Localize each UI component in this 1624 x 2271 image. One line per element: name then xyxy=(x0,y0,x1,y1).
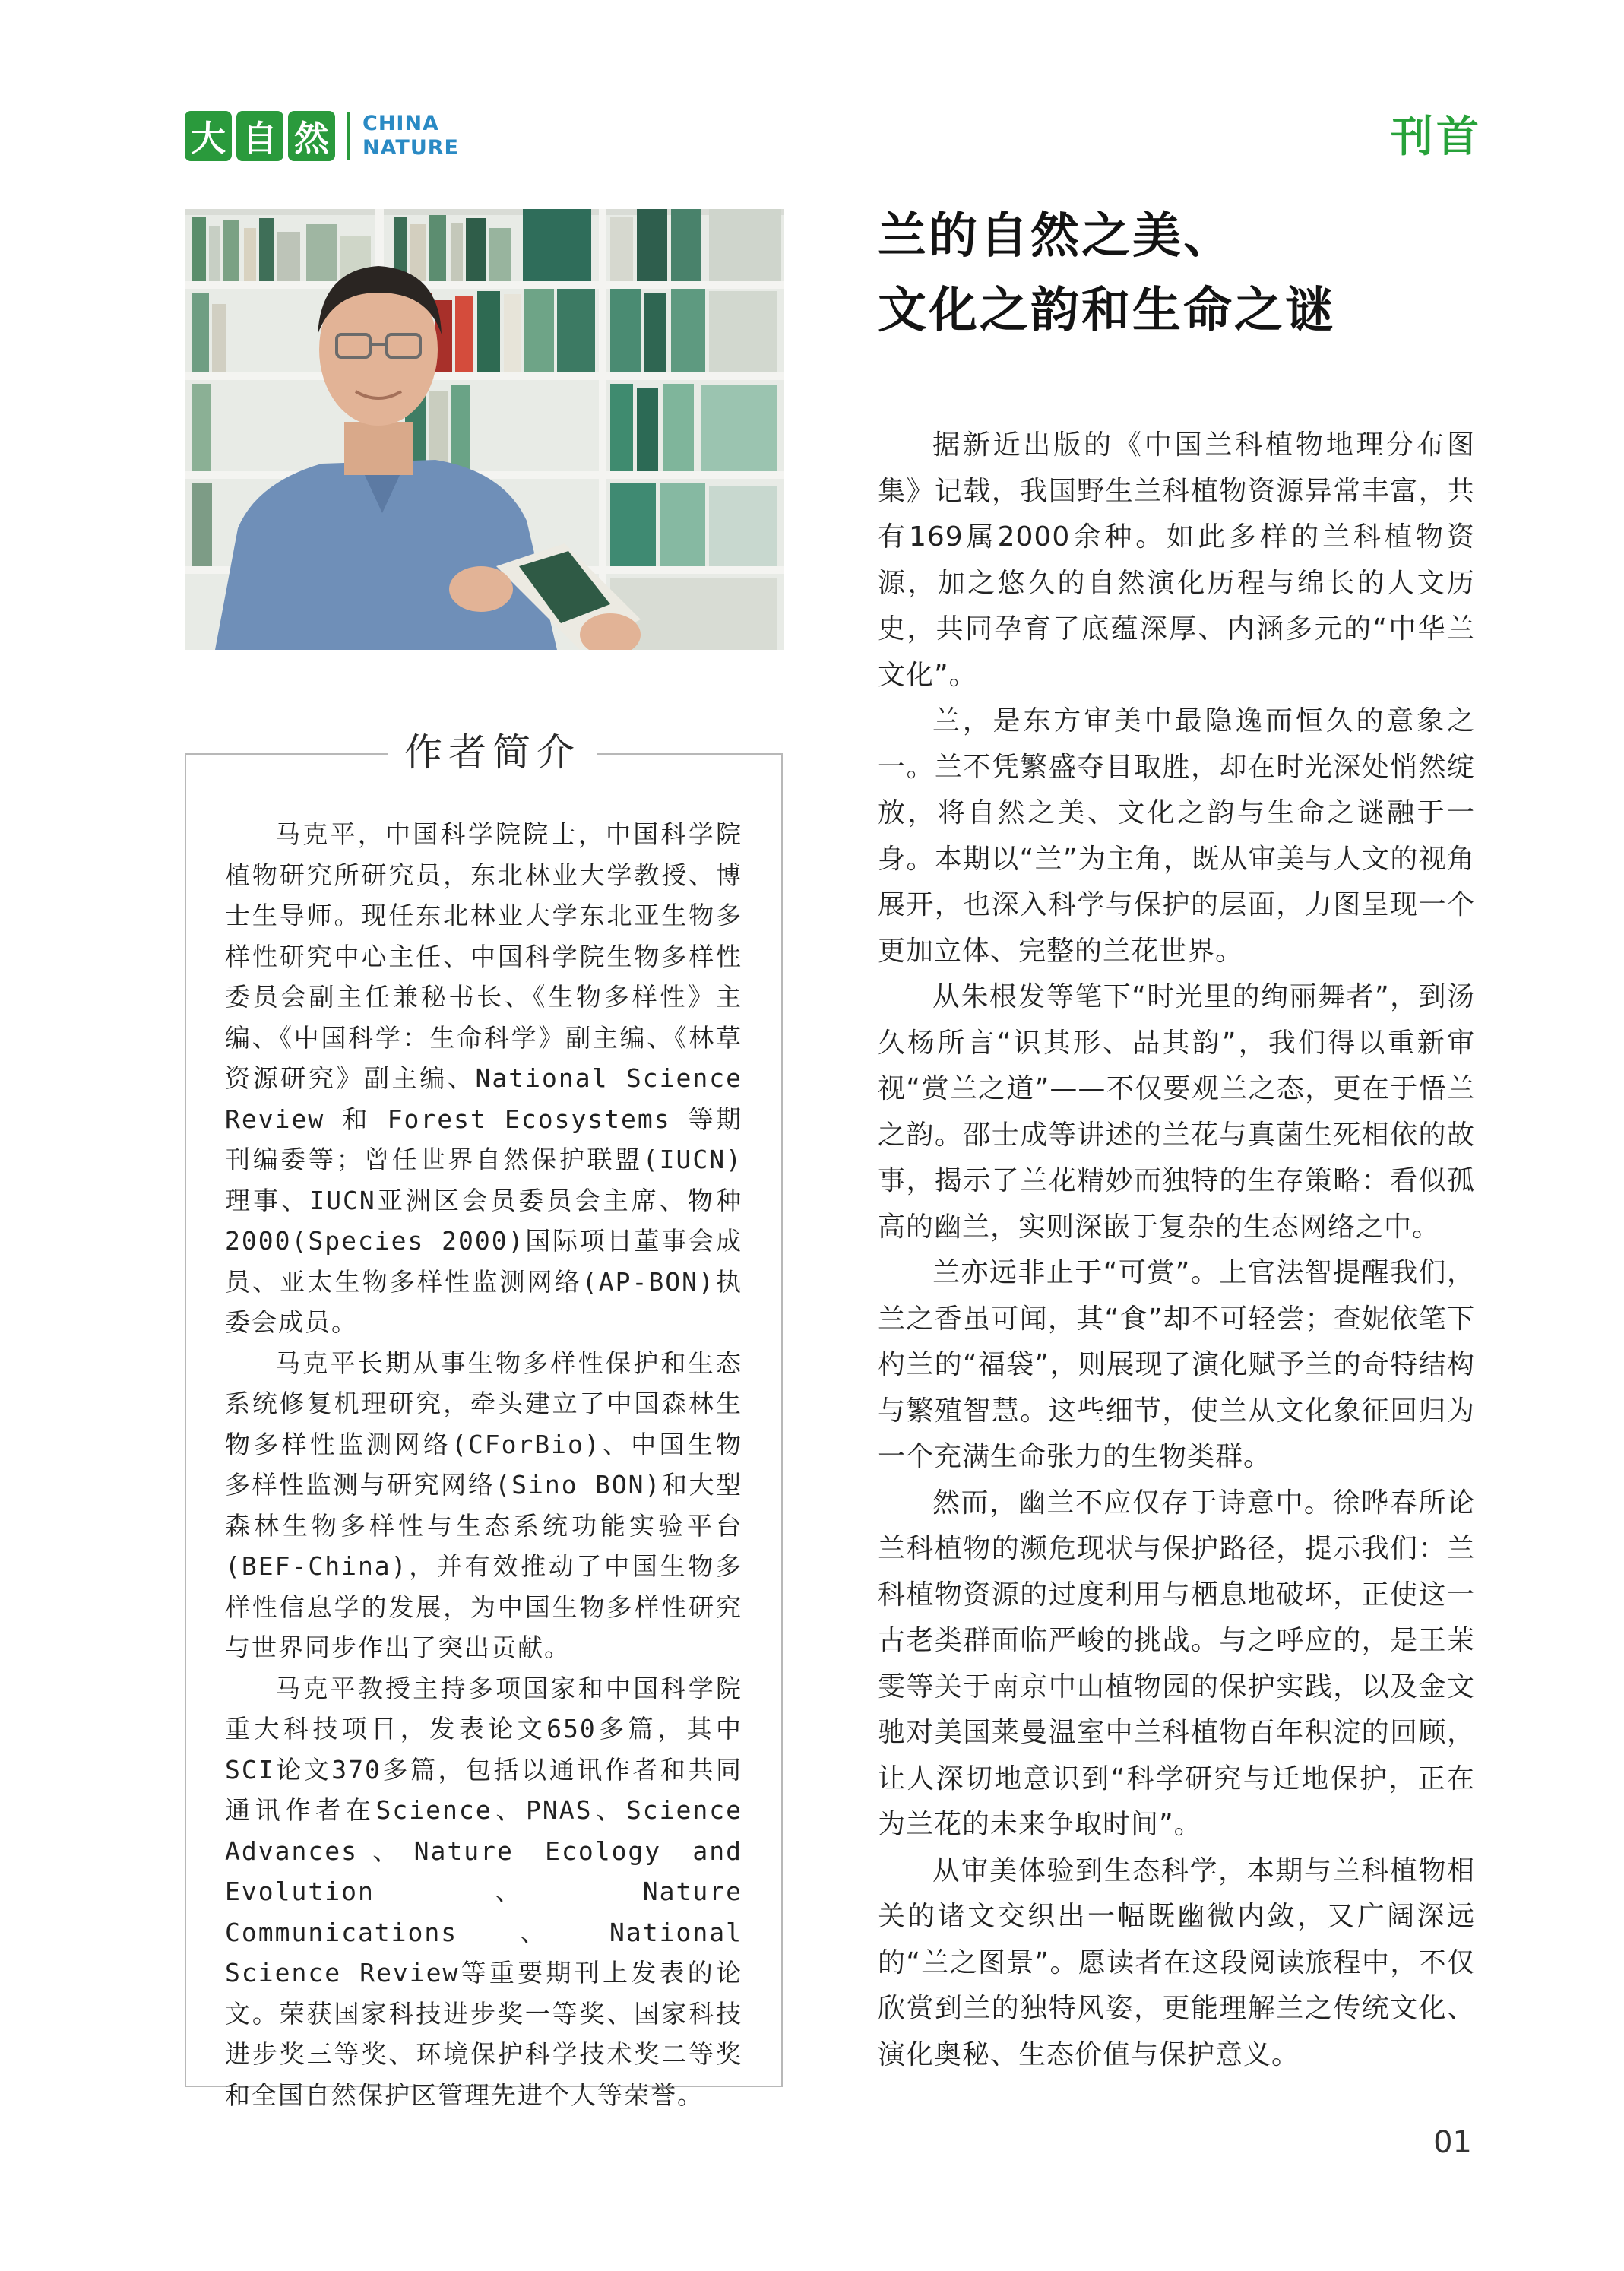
logo-english xyxy=(362,112,459,160)
author-bio-paragraph: 马克平，中国科学院院士，中国科学院植物研究所研究员，东北林业大学教授、博士生导师。现任东北林业大学东北亚生物多样性研究中心主任、中国科学院生物多样性委员会副主任兼秘书长、《生物多样性》主编、《中国科学：生命科学》副主编、《林草资源研究》副主编、National Science Review 和 Forest Ecosystems 等期刊编委等；曾任世界自然保护联盟(IUCN)理事、IUCN亚洲区会员委员会主席、物种2000(Species 2000)国际项目董事会成员、亚太生物多样性监测网络(AP-BON)执委会成员。 xyxy=(225,819,742,1337)
article-paragraph: 然而，幽兰不应仅存于诗意中。徐晔春所论兰科植物的濒危现状与保护路径，提示我们：兰科植物资源的过度利用与栖息地破坏，正使这一古老类群面临严峻的挑战。与之呼应的，是王茉雯等关于南京中山植物园的保护实践，以及金文驰对美国莱曼温室中兰科植物百年积淀的回顾，让人深切地意识到“科学研究与迁地保护，正在为兰花的未来争取时间”。 xyxy=(878,1487,1475,1840)
author-photo-illustration xyxy=(185,209,784,650)
logo-divider xyxy=(347,112,350,160)
author-bio-heading: 作者简介 xyxy=(388,724,597,781)
author-bio-box xyxy=(185,730,783,2110)
logo-char-2: 自 xyxy=(236,111,283,161)
logo-char-1: 大 xyxy=(185,111,232,161)
article-paragraph: 从朱根发等笔下“时光里的绚丽舞者”，到汤久杨所言“识其形、品其韵”，我们得以重新审视“赏兰之道”——不仅要观兰之态，更在于悟兰之韵。邵士成等讲述的兰花与真菌生死相依的故事，揭示了兰花精妙而独特的生存策略：看似孤高的幽兰，实则深嵌于复杂的生态网络之中。 xyxy=(878,981,1475,1243)
article-title-line-1: 兰的自然之美、 xyxy=(878,207,1234,264)
article-body xyxy=(878,423,1475,2078)
page-number: 01 xyxy=(1433,2125,1472,2160)
section-tag: 刊首 xyxy=(1391,112,1482,162)
logo-en-line2: NATURE xyxy=(362,136,459,160)
author-bio-paragraph: 马克平教授主持多项国家和中国科学院重大科技项目，发表论文650多篇，其中SCI论文370多篇，包括以通讯作者和共同通讯作者在Science、PNAS、Science Advances、Nature Ecology and Evolution、Nature Communications、National Science Review等重要期刊上发表的论文。荣获国家科技进步奖一等奖、国家科技进步奖三等奖、环境保护科学技术奖二等奖和全国自然保护区管理先进个人等荣誉。 xyxy=(225,1673,742,2110)
author-photo xyxy=(185,209,784,650)
logo-char-3: 然 xyxy=(288,111,335,161)
logo-en-line1: CHINA xyxy=(362,112,439,135)
magazine-logo xyxy=(185,108,459,164)
article-title xyxy=(878,199,1501,348)
article-paragraph: 兰，是东方审美中最隐逸而恒久的意象之一。兰不凭繁盛夺目取胜，却在时光深处悄然绽放，将自然之美、文化之韵与生命之谜融于一身。本期以“兰”为主角，既从审美与人文的视角展开，也深入科学与保护的层面，力图呈现一个更加立体、完整的兰花世界。 xyxy=(878,705,1475,967)
article-paragraph: 从审美体验到生态科学，本期与兰科植物相关的诸文交织出一幅既幽微内敛，又广阔深远的“兰之图景”。愿读者在这段阅读旅程中，不仅欣赏到兰的独特风姿，更能理解兰之传统文化、演化奥秘、生态价值与保护意义。 xyxy=(878,1854,1475,2070)
author-bio-text xyxy=(225,814,742,2115)
article-paragraph: 兰亦远非止于“可赏”。上官法智提醒我们，兰之香虽可闻，其“食”却不可轻尝；查妮依笔下杓兰的“福袋”，则展现了演化赋予兰的奇特结构与繁殖智慧。这些细节，使兰从文化象征回归为一个充满生命张力的生物类群。 xyxy=(878,1257,1475,1472)
article-paragraph: 据新近出版的《中国兰科植物地理分布图集》记载，我国野生兰科植物资源异常丰富，共有169属2000余种。如此多样的兰科植物资源，加之悠久的自然演化历程与绵长的人文历史，共同孕育了底蕴深厚、内涵多元的“中华兰文化”。 xyxy=(878,429,1475,691)
author-bio-paragraph: 马克平长期从事生物多样性保护和生态系统修复机理研究，牵头建立了中国森林生物多样性监测网络(CForBio)、中国生物多样性监测与研究网络(Sino BON)和大型森林生物多样性与生态系统功能实验平台(BEF-China)，并有效推动了中国生物多样性信息学的发展，为中国生物多样性研究与世界同步作出了突出贡献。 xyxy=(225,1348,742,1662)
article-title-line-2: 文化之韵和生命之谜 xyxy=(878,282,1336,339)
